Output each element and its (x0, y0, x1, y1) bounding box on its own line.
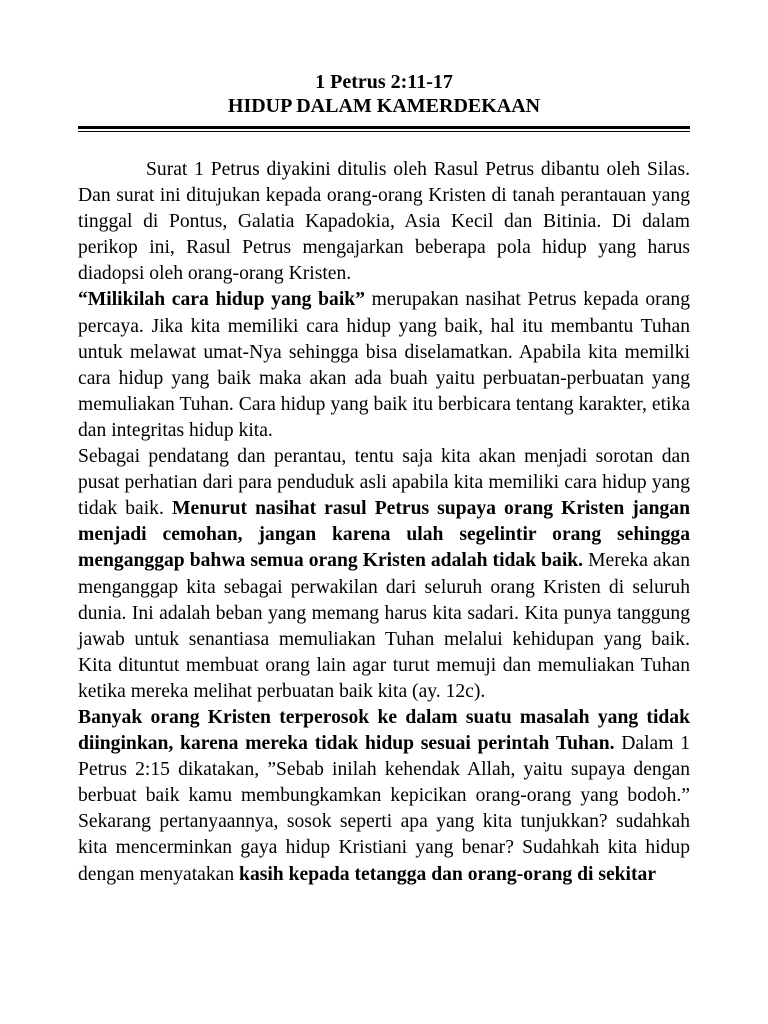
paragraph-text: Mereka akan menganggap kita sebagai perwakilan dari seluruh orang Kristen di seluruh dunia. Ini adalah beban yang memang harus kita sadari. Kita punya tanggung jawab untuk senantiasa memuliakan Tuhan melalui kehidupan yang baik. Kita dituntut membuat orang lain agar turut memuji dan memuliakan Tuhan ketika mereka melihat perbuatan baik kita (ay. 12c). (78, 550, 690, 702)
document-body (78, 157, 690, 888)
document-title: 1 Petrus 2:11-17 (315, 71, 453, 93)
paragraph-2 (78, 287, 690, 444)
paragraph-bold-text: Banyak orang Kristen terperosok ke dalam suatu masalah yang tidak diinginkan, karena mereka tidak hidup sesuai perintah Tuhan. (78, 706, 690, 755)
paragraph-bold-text: “Milikilah cara hidup yang baik” (78, 289, 365, 311)
paragraph-text: Sebagai pendatang dan perantau, tentu saja kita akan menjadi sorotan dan pusat perhatian dari para penduduk asli apabila kita memiliki cara hidup yang tidak baik. (78, 446, 690, 520)
document-heading (78, 70, 690, 118)
paragraph-text: Dalam 1 Petrus 2:15 dikatakan, ”Sebab inilah kehendak Allah, yaitu supaya dengan berbuat baik kamu membungkamkan kepicikan orang-orang yang bodoh.” Sekarang pertanyaannya, sosok seperti apa yang kita tunjukkan? sudahkah kita mencerminkan gaya hidup Kristiani yang benar? Sudahkah kita hidup dengan menyatakan (78, 733, 691, 885)
paragraph-4 (78, 705, 690, 888)
paragraph-bold-text: kasih kepada tetangga dan orang-orang di sekitar (239, 863, 657, 885)
paragraph-text: Surat 1 Petrus diyakini ditulis oleh Rasul Petrus dibantu oleh Silas. Dan surat ini ditujukan kepada orang-orang Kristen di tanah perantauan yang tinggal di Pontus, Galatia Kapadokia, Asia Kecil dan Bitinia. Di dalam perikop ini, Rasul Petrus mengajarkan beberapa pola hidup yang harus diadopsi oleh orang-orang Kristen. (78, 159, 690, 285)
paragraph-1 (78, 157, 690, 287)
paragraph-3 (78, 444, 690, 705)
paragraph-bold-text: Menurut nasihat rasul Petrus supaya orang Kristen jangan menjadi cemohan, jangan karena ulah segelintir orang sehingga menganggap bahwa semua orang Kristen adalah tidak baik. (78, 498, 691, 572)
paragraph-text: merupakan nasihat Petrus kepada orang percaya. Jika kita memiliki cara hidup yang baik, hal itu membantu Tuhan untuk melawat umat-Nya sehingga bisa diselamatkan. Apabila kita memilki cara hidup yang baik maka akan ada buah yaitu perbuatan-perbuatan yang memuliakan Tuhan. Cara hidup yang baik itu berbicara tentang karakter, etika dan integritas hidup kita. (78, 289, 690, 441)
title-double-rule (78, 126, 690, 132)
document-subtitle: HIDUP DALAM KAMERDEKAAN (227, 95, 541, 117)
